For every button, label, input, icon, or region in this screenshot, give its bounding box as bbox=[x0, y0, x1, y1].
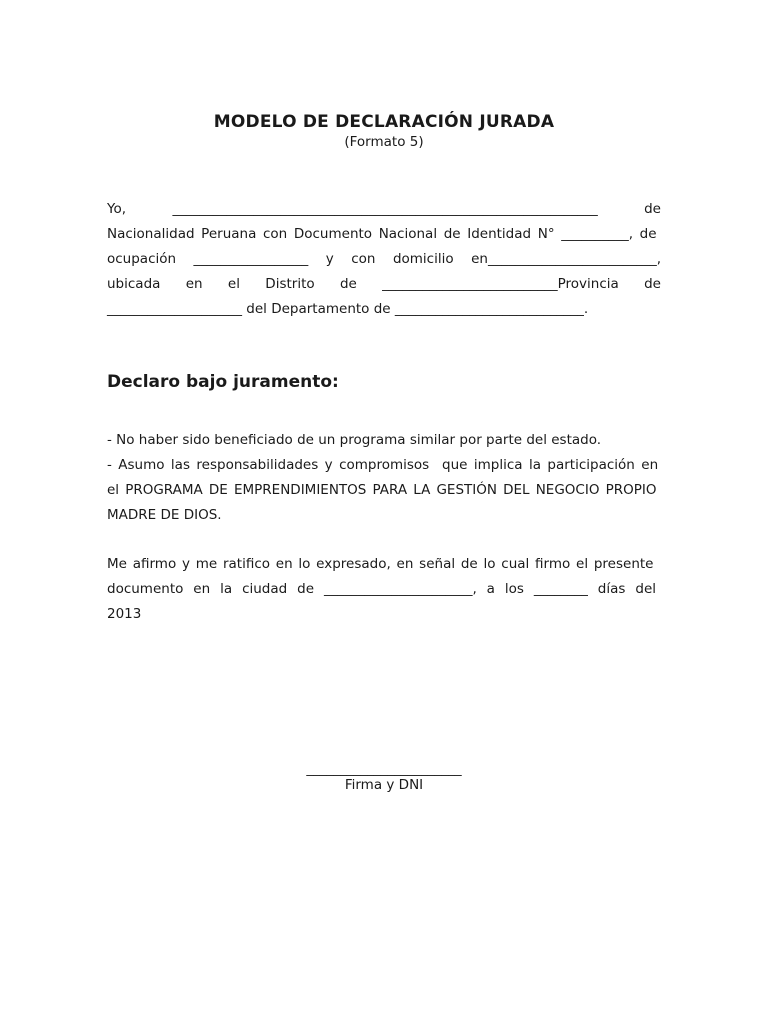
intro-line-3 bbox=[107, 247, 661, 272]
intro-line-4-word: el bbox=[227, 276, 240, 292]
signature-line: _______________________ bbox=[306, 761, 462, 777]
document-title: MODELO DE DECLARACIÓN JURADA bbox=[213, 112, 555, 132]
declaration-item-2-text: - Asumo las responsabilidades y compromisos que implica la participación en bbox=[107, 457, 659, 473]
intro-line-4-word: ubicada bbox=[107, 276, 161, 292]
declaration-item-1: - No haber sido beneficiado de un programa similar por parte del estado. bbox=[107, 432, 602, 448]
closing-year: 2013 bbox=[107, 606, 142, 622]
closing-paragraph bbox=[107, 552, 661, 627]
intro-line-4-word: de bbox=[644, 276, 661, 292]
declaration-item-2-text: el PROGRAMA DE EMPRENDIMIENTOS PARA LA GESTIÓN DEL NEGOCIO PROPIO bbox=[107, 482, 657, 498]
closing-line-2 bbox=[107, 577, 661, 602]
intro-line-3-word: con bbox=[351, 251, 376, 267]
intro-line-3-word: domicilio bbox=[392, 251, 454, 267]
declaration-list bbox=[107, 428, 661, 528]
declaration-item-2-line-3: MADRE DE DIOS. bbox=[107, 507, 222, 523]
document-subtitle: (Formato 5) bbox=[344, 134, 424, 150]
intro-line-1 bbox=[107, 197, 661, 222]
intro-line-4-word: Distrito bbox=[265, 276, 315, 292]
intro-line-3-word: ocupación bbox=[107, 251, 177, 267]
occupation-blank: _________________ bbox=[193, 251, 309, 267]
name-blank: _______________________________________________________________ bbox=[172, 201, 598, 217]
closing-line-1 bbox=[107, 552, 661, 577]
declaration-item-2-line-1 bbox=[107, 453, 661, 478]
closing-text: Me afirmo y me ratifico en lo expresado, en señal de lo cual firmo el presente bbox=[107, 556, 654, 572]
intro-line-4-word: en bbox=[185, 276, 203, 292]
intro-line-3-word: y bbox=[325, 251, 334, 267]
closing-text: documento en la ciudad de ______________________, a los ________ días del bbox=[107, 581, 656, 597]
district-blank: __________________________Provincia bbox=[382, 276, 619, 292]
intro-line-1-word: de bbox=[644, 201, 661, 217]
declaration-heading: Declaro bajo juramento: bbox=[107, 372, 339, 392]
intro-line-4-word: de bbox=[339, 276, 357, 292]
declaration-item-2-line-2 bbox=[107, 478, 661, 503]
intro-line-4 bbox=[107, 272, 661, 297]
intro-line-1-word: Yo, bbox=[107, 201, 127, 217]
intro-line-2-text: Nacionalidad Peruana con Documento Nacional de Identidad N° __________, de bbox=[107, 226, 657, 242]
intro-line-5: ____________________ del Departamento de ____________________________. bbox=[107, 301, 589, 317]
signature-label: Firma y DNI bbox=[344, 777, 424, 793]
intro-line-2 bbox=[107, 222, 661, 247]
address-blank: en_________________________, bbox=[471, 251, 661, 267]
intro-paragraph bbox=[107, 197, 661, 322]
